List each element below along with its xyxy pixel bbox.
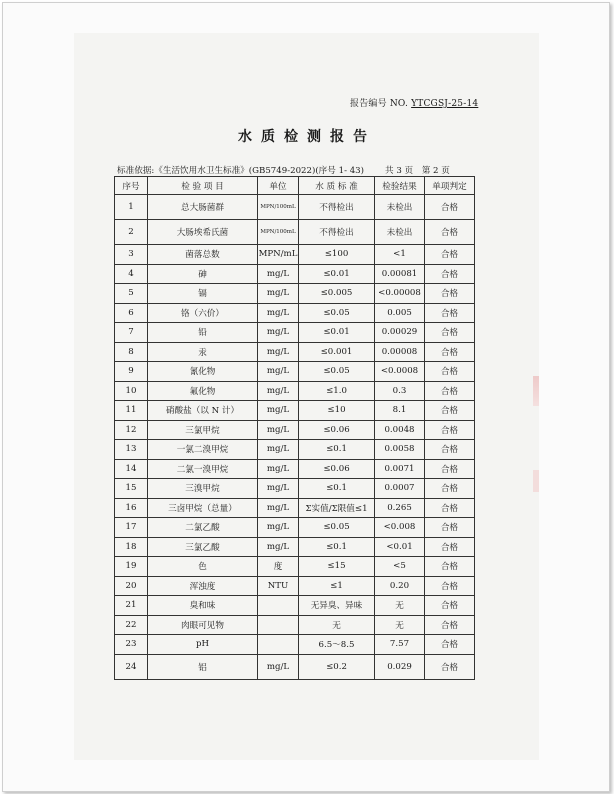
table-row <box>115 654 475 679</box>
cell-unit <box>258 635 299 655</box>
cell-unit <box>258 596 299 616</box>
cell-item: 二氯一溴甲烷 <box>148 459 258 479</box>
report-number-label: 报告编号 NO. <box>350 99 409 109</box>
cell-standard: ≤0.1 <box>299 479 375 499</box>
cell-unit: 度 <box>258 557 299 577</box>
cell-no: 9 <box>115 362 148 382</box>
cell-standard: ≤1 <box>299 576 375 596</box>
cell-unit: MPN/100mL <box>258 220 299 245</box>
cell-result: 0.0058 <box>375 440 425 460</box>
cell-result: 0.0048 <box>375 420 425 440</box>
cell-judgment: 合格 <box>425 245 475 265</box>
cell-result: 0.20 <box>375 576 425 596</box>
table-body <box>115 195 475 680</box>
cell-standard: ≤0.06 <box>299 420 375 440</box>
cell-judgment: 合格 <box>425 381 475 401</box>
cell-no: 15 <box>115 479 148 499</box>
cell-result: <0.01 <box>375 537 425 557</box>
cell-judgment: 合格 <box>425 362 475 382</box>
cell-judgment: 合格 <box>425 440 475 460</box>
cell-no: 6 <box>115 303 148 323</box>
cell-item: 大肠埃希氏菌 <box>148 220 258 245</box>
cell-result: 0.029 <box>375 654 425 679</box>
cell-judgment: 合格 <box>425 596 475 616</box>
cell-result: <0.0008 <box>375 362 425 382</box>
table-row <box>115 518 475 538</box>
cell-unit: mg/L <box>258 401 299 421</box>
table-row <box>115 557 475 577</box>
cell-item: 肉眼可见物 <box>148 615 258 635</box>
table-row <box>115 498 475 518</box>
cell-judgment: 合格 <box>425 401 475 421</box>
cell-judgment: 合格 <box>425 323 475 343</box>
page-info: 共 3 页 第 2 页 <box>385 166 450 176</box>
cell-item: 氰化物 <box>148 362 258 382</box>
cell-unit: mg/L <box>258 420 299 440</box>
cell-result: 0.00008 <box>375 342 425 362</box>
cell-item: 三氯甲烷 <box>148 420 258 440</box>
cell-judgment: 合格 <box>425 537 475 557</box>
cell-item: 二氯乙酸 <box>148 518 258 538</box>
cell-unit: mg/L <box>258 381 299 401</box>
cell-unit: MPN/100mL <box>258 195 299 220</box>
cell-item: 臭和味 <box>148 596 258 616</box>
cell-judgment: 合格 <box>425 284 475 304</box>
table-row <box>115 381 475 401</box>
cell-standard: ≤10 <box>299 401 375 421</box>
cell-standard: ≤0.01 <box>299 323 375 343</box>
cell-unit: mg/L <box>258 284 299 304</box>
cell-standard: ≤0.01 <box>299 264 375 284</box>
cell-judgment: 合格 <box>425 635 475 655</box>
cell-no: 22 <box>115 615 148 635</box>
header-result: 检验结果 <box>375 177 425 195</box>
table-row <box>115 635 475 655</box>
cell-judgment: 合格 <box>425 557 475 577</box>
table-row <box>115 362 475 382</box>
cell-result: 0.3 <box>375 381 425 401</box>
cell-standard: ≤15 <box>299 557 375 577</box>
cell-item: 铅 <box>148 323 258 343</box>
cell-result: <0.00008 <box>375 284 425 304</box>
cell-unit: mg/L <box>258 323 299 343</box>
header-judgment: 单项判定 <box>425 177 475 195</box>
cell-no: 3 <box>115 245 148 265</box>
cell-standard: ≤0.06 <box>299 459 375 479</box>
cell-standard: ≤0.05 <box>299 518 375 538</box>
cell-judgment: 合格 <box>425 498 475 518</box>
cell-judgment: 合格 <box>425 342 475 362</box>
cell-judgment: 合格 <box>425 654 475 679</box>
cell-judgment: 合格 <box>425 518 475 538</box>
cell-no: 14 <box>115 459 148 479</box>
cell-result: <0.008 <box>375 518 425 538</box>
cell-result: 7.57 <box>375 635 425 655</box>
cell-standard: ≤0.1 <box>299 537 375 557</box>
cell-result: 0.0007 <box>375 479 425 499</box>
cell-no: 11 <box>115 401 148 421</box>
table-header-row <box>115 177 475 195</box>
table-row <box>115 459 475 479</box>
cell-judgment: 合格 <box>425 264 475 284</box>
table-row <box>115 576 475 596</box>
table-row <box>115 264 475 284</box>
cell-no: 12 <box>115 420 148 440</box>
cell-no: 21 <box>115 596 148 616</box>
cell-no: 16 <box>115 498 148 518</box>
table-row <box>115 245 475 265</box>
cell-no: 8 <box>115 342 148 362</box>
cell-result: 无 <box>375 596 425 616</box>
cell-unit: mg/L <box>258 498 299 518</box>
cell-result: 未检出 <box>375 220 425 245</box>
cell-item: 砷 <box>148 264 258 284</box>
cell-result: 0.00081 <box>375 264 425 284</box>
table-row <box>115 440 475 460</box>
header-standard: 水 质 标 准 <box>299 177 375 195</box>
table-row <box>115 596 475 616</box>
cell-judgment: 合格 <box>425 576 475 596</box>
cell-item: 一氯二溴甲烷 <box>148 440 258 460</box>
header-no: 序号 <box>115 177 148 195</box>
cell-no: 24 <box>115 654 148 679</box>
standard-basis: 标准依据:《生活饮用水卫生标准》(GB5749-2022)(序号 1- 43) <box>117 166 364 176</box>
cell-standard: ≤0.2 <box>299 654 375 679</box>
cell-no: 13 <box>115 440 148 460</box>
seal-mark-lower <box>533 470 539 492</box>
report-number <box>350 96 478 109</box>
cell-judgment: 合格 <box>425 459 475 479</box>
cell-judgment: 合格 <box>425 615 475 635</box>
cell-no: 18 <box>115 537 148 557</box>
cell-standard: ≤1.0 <box>299 381 375 401</box>
cell-item: 三卤甲烷（总量） <box>148 498 258 518</box>
cell-judgment: 合格 <box>425 479 475 499</box>
cell-unit: mg/L <box>258 440 299 460</box>
table-row <box>115 615 475 635</box>
cell-unit: NTU <box>258 576 299 596</box>
cell-no: 1 <box>115 195 148 220</box>
cell-judgment: 合格 <box>425 420 475 440</box>
cell-item: 总大肠菌群 <box>148 195 258 220</box>
cell-result: 无 <box>375 615 425 635</box>
cell-item: 浑浊度 <box>148 576 258 596</box>
report-number-value: YTCGSJ-25-14 <box>411 99 479 109</box>
cell-item: 三溴甲烷 <box>148 479 258 499</box>
cell-item: 三氯乙酸 <box>148 537 258 557</box>
cell-no: 5 <box>115 284 148 304</box>
cell-item: 硝酸盐（以 N 计） <box>148 401 258 421</box>
cell-item: 氟化物 <box>148 381 258 401</box>
cell-result: 未检出 <box>375 195 425 220</box>
cell-result: 0.265 <box>375 498 425 518</box>
cell-unit: mg/L <box>258 362 299 382</box>
report-title: 水质检测报告 <box>238 129 376 145</box>
cell-standard: ≤0.001 <box>299 342 375 362</box>
cell-no: 17 <box>115 518 148 538</box>
cell-no: 4 <box>115 264 148 284</box>
cell-judgment: 合格 <box>425 303 475 323</box>
cell-result: <5 <box>375 557 425 577</box>
header-item: 检 验 项 目 <box>148 177 258 195</box>
cell-standard: ≤0.05 <box>299 362 375 382</box>
cell-unit: mg/L <box>258 303 299 323</box>
cell-no: 7 <box>115 323 148 343</box>
cell-item: 铬（六价） <box>148 303 258 323</box>
cell-standard: 无异臭、异味 <box>299 596 375 616</box>
cell-unit: mg/L <box>258 479 299 499</box>
cell-standard: ≤0.05 <box>299 303 375 323</box>
cell-standard: 不得检出 <box>299 220 375 245</box>
cell-standard: ≤100 <box>299 245 375 265</box>
cell-unit <box>258 615 299 635</box>
cell-result: 0.0071 <box>375 459 425 479</box>
table-row <box>115 479 475 499</box>
cell-no: 19 <box>115 557 148 577</box>
cell-standard: 无 <box>299 615 375 635</box>
table-row <box>115 284 475 304</box>
cell-standard: 6.5～8.5 <box>299 635 375 655</box>
table-row <box>115 303 475 323</box>
cell-standard: ≤0.1 <box>299 440 375 460</box>
table-row <box>115 220 475 245</box>
table-row <box>115 401 475 421</box>
cell-standard: Σ实值/Σ限值≤1 <box>299 498 375 518</box>
cell-unit: mg/L <box>258 518 299 538</box>
cell-unit: mg/L <box>258 654 299 679</box>
table-row <box>115 323 475 343</box>
table-row <box>115 342 475 362</box>
cell-result: 0.005 <box>375 303 425 323</box>
cell-item: 菌落总数 <box>148 245 258 265</box>
seal-mark <box>533 376 539 406</box>
cell-unit: mg/L <box>258 537 299 557</box>
cell-result: 0.00029 <box>375 323 425 343</box>
cell-no: 10 <box>115 381 148 401</box>
cell-judgment: 合格 <box>425 195 475 220</box>
cell-result: 8.1 <box>375 401 425 421</box>
cell-result: <1 <box>375 245 425 265</box>
table-row <box>115 537 475 557</box>
cell-no: 2 <box>115 220 148 245</box>
cell-item: 色 <box>148 557 258 577</box>
cell-no: 20 <box>115 576 148 596</box>
results-table <box>114 176 475 680</box>
cell-no: 23 <box>115 635 148 655</box>
header-unit: 单位 <box>258 177 299 195</box>
cell-unit: mg/L <box>258 342 299 362</box>
cell-standard: 不得检出 <box>299 195 375 220</box>
cell-unit: MPN/mL <box>258 245 299 265</box>
cell-item: pH <box>148 635 258 655</box>
cell-unit: mg/L <box>258 264 299 284</box>
cell-unit: mg/L <box>258 459 299 479</box>
cell-item: 汞 <box>148 342 258 362</box>
table-row <box>115 420 475 440</box>
cell-standard: ≤0.005 <box>299 284 375 304</box>
cell-judgment: 合格 <box>425 220 475 245</box>
table-row <box>115 195 475 220</box>
cell-item: 镉 <box>148 284 258 304</box>
cell-item: 铝 <box>148 654 258 679</box>
